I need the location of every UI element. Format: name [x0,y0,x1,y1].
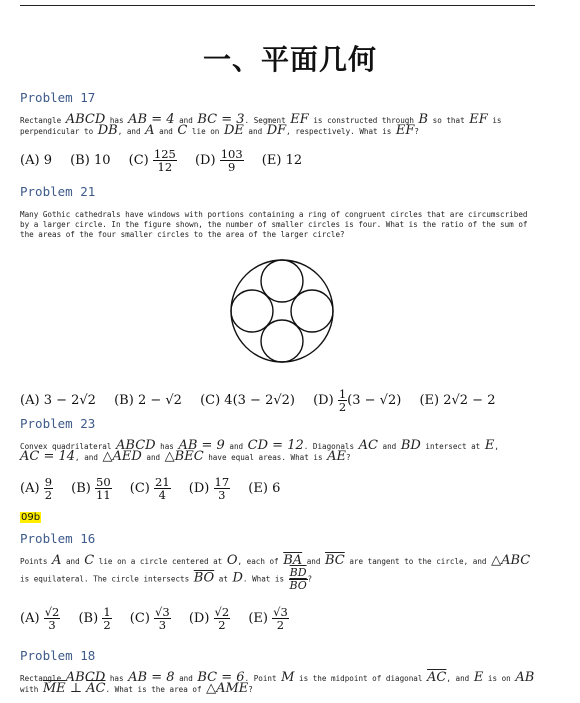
problem-16-choices [20,606,303,631]
page-title: 一、平面几何 [202,43,377,76]
choice-c: (C) $\frac{125}{12}$ [128,147,176,174]
problem-17-statement: Rectangle ABCD has AB = 4 and BC = 3. Segment EF is constructed through B so that EF is perpendicular to DB, and A and C lie on DE and DF, respectively. What is EF? [20,112,502,138]
choice-e: (E) 2√2 − 2 [419,393,496,408]
problem-16-heading: Problem 16 [20,531,96,546]
problem-18-heading: Problem 18 [20,648,96,663]
top-rule [20,5,535,6]
highlight-marker: 09b [21,512,41,523]
problem-18-statement: Rectangle ABCD has AB = 8 and BC = 6. Point M is the midpoint of diagonal $\overline{AC}$, and E is on AB with $\overline{ME}$ ⊥ $\overline{AC}$. What is the area of △AME? [20,670,535,696]
choice-b: (B) $\frac{50}{11}$ [71,475,111,502]
choice-e: (E) 12 [261,153,303,168]
choice-a: (A) 3 − 2√2 [20,393,96,408]
choice-a: (A) $\frac{9}{2}$ [20,475,53,502]
problem-16-statement: Points A and C lie on a circle centered at O, each of $\overline{BA}$ and $\overline{BC}$ are tangent to the circle, and △ABC is equilateral. The circle intersects $\overline{BO}$ at D. What is $\frac{\overline{BD}}{BO}$ ? [20,553,531,592]
problem-17-choices [20,148,316,173]
choice-d: (D) $\frac{17}{3}$ [188,475,230,502]
choice-b: (B) 2 − √2 [114,393,182,408]
choice-c: (C) 4(3 − 2√2) [200,393,295,408]
gothic-window-figure [229,258,335,364]
problem-21-choices [20,388,509,413]
small-circle-left [231,290,273,332]
choice-a: (A) 9 [20,153,52,168]
choice-d: (D) $\frac{√2}{2}$ [188,605,230,632]
choice-c: (C) $\frac{21}{4}$ [129,475,170,502]
problem-23-heading: Problem 23 [20,416,96,431]
problem-21-statement: Many Gothic cathedrals have windows with portions containing a ring of congruent circles that are circumscribed by a larger circle. In the figure shown, the number of smaller circles is four. What is the ratio of the sum of the areas of the four smaller circles to the area of the larger circle? [20,210,528,239]
problem-21-heading: Problem 21 [20,184,96,199]
choice-d: (D) $\frac{1}{2}$ (3 − √2) [313,387,402,414]
choice-a: (A) $\frac{√2}{3}$ [20,605,60,632]
choice-b: (B) 10 [70,153,111,168]
problem-23-statement: Convex quadrilateral ABCD has AB = 9 and CD = 12. Diagonals AC and BD intersect at E, AC = 14, and △AED and △BEC have equal areas. What is AE? [20,438,499,464]
choice-b: (B) $\frac{1}{2}$ [78,605,111,632]
large-circle [231,260,333,362]
problem-17-heading: Problem 17 [20,90,96,105]
choice-d: (D) $\frac{103}{9}$ [194,147,243,174]
choice-c: (C) $\frac{√3}{3}$ [129,605,170,632]
small-circle-right [291,290,333,332]
choice-e: (E) 6 [248,481,281,496]
choice-e: (E) $\frac{√3}{2}$ [248,605,288,632]
problem-23-choices [20,476,294,501]
